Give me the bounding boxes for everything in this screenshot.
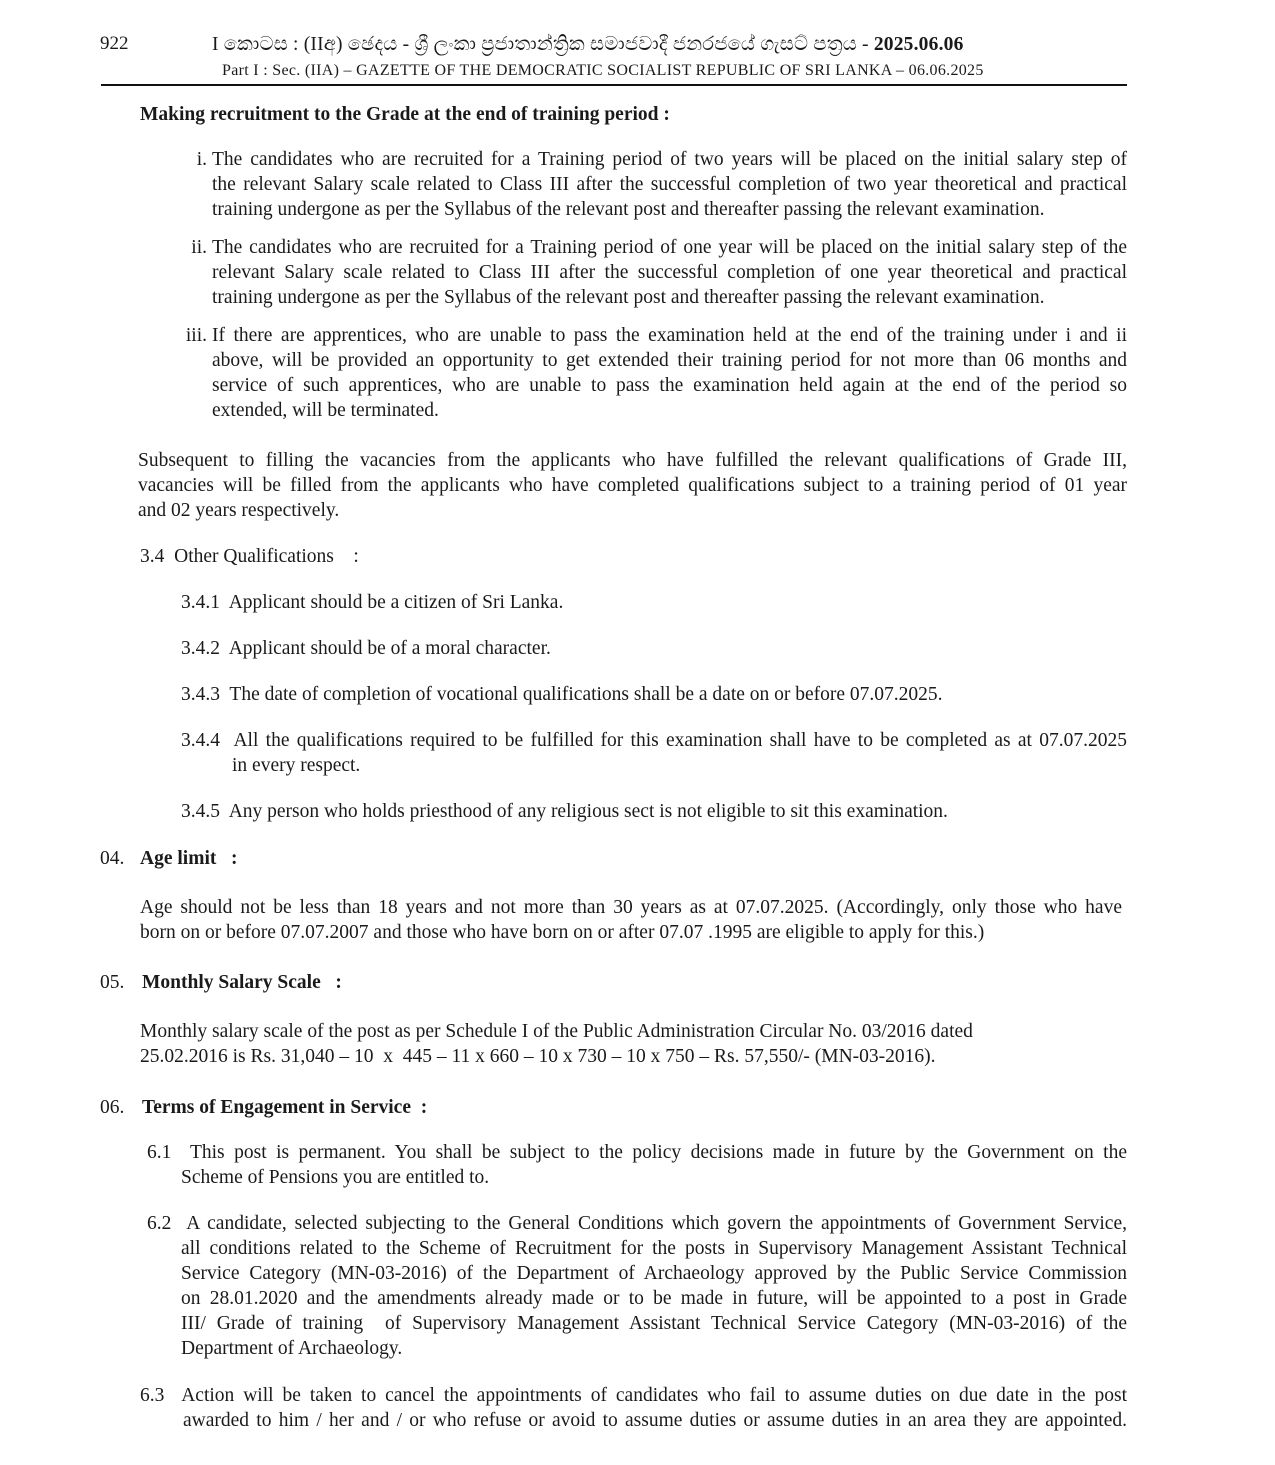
- text-line: Department of Archaeology.: [181, 1338, 403, 1359]
- recruitment-heading: Making recruitment to the Grade at the end of training period :: [140, 104, 670, 125]
- terms-item-6-2-line1: [147, 1211, 1127, 1236]
- age-limit-paragraph: [140, 895, 1122, 945]
- text-line: and 02 years respectively.: [138, 500, 340, 521]
- text-line: Any person who holds priesthood of any religious sect is not eligible to sit this examination.: [228, 801, 948, 822]
- text-line: extended, will be terminated.: [212, 400, 439, 421]
- text-line: training undergone as per the Syllabus of the relevant post and thereafter passing the relevant examination.: [212, 287, 1045, 308]
- salary-paragraph: [140, 1019, 1040, 1069]
- item-number: 3.4.1: [181, 592, 220, 613]
- text-line: If there are apprentices, who are unable to pass the examination held at the end of the training under i and ii: [212, 325, 1127, 346]
- recruitment-item-ii: [191, 235, 1127, 310]
- text-line: A candidate, selected subjecting to the General Conditions which govern the appointments of Government Service,: [186, 1213, 1127, 1234]
- header-divider: [101, 84, 1127, 86]
- qualification-3-4-5: [181, 799, 948, 824]
- text-line: born on or before 07.07.2007 and those who have born on or after 07.07 .1995 are eligible to apply for this.): [140, 922, 985, 943]
- text-line: Action will be taken to cancel the appointments of candidates who fail to assume duties on due date in the post: [181, 1385, 1127, 1406]
- text-line: the relevant Salary scale related to Class III after the successful completion of two year theoretical and practical: [212, 174, 1127, 195]
- text-line: Applicant should be a citizen of Sri Lanka.: [228, 592, 564, 613]
- age-limit-number: 04.: [100, 848, 125, 869]
- terms-item-6-2: [147, 1211, 1127, 1361]
- text-line: all conditions related to the Scheme of Recruitment for the posts in Supervisory Management Assistant Technical: [181, 1238, 1127, 1259]
- terms-heading: Terms of Engagement in Service :: [142, 1097, 428, 1118]
- terms-item-6-1: [147, 1140, 1127, 1190]
- terms-item-6-3-line1: [140, 1383, 1127, 1408]
- item-number: iii.: [185, 325, 207, 346]
- item-number: i.: [196, 149, 207, 170]
- sinhala-title: I කොටස : (IIඅ) ඡෙදය - ශ්‍රී ලංකා ප්‍රජාතාන්ත්‍රික සමාජවාදී ජනරජයේ ගැසට් පත්‍රය -: [212, 34, 869, 55]
- page-number: 922: [100, 33, 129, 54]
- item-number: ii.: [191, 237, 207, 258]
- qualification-3-4-4-line1: [181, 728, 1127, 753]
- recruitment-item-iii: [185, 323, 1127, 423]
- sinhala-date: 2025.06.06: [873, 34, 964, 55]
- terms-number: 06.: [100, 1097, 125, 1118]
- qualification-3-4-2: [181, 636, 551, 661]
- terms-item-6-1-line1: [147, 1140, 1127, 1165]
- terms-item-6-3: [140, 1383, 1127, 1433]
- other-qualifications-heading: 3.4 Other Qualifications :: [140, 546, 359, 567]
- text-line: This post is permanent. You shall be subject to the policy decisions made in future by the Government on the: [189, 1142, 1127, 1163]
- salary-heading: Monthly Salary Scale :: [142, 972, 342, 993]
- text-line: vacancies will be filled from the applicants who have completed qualifications subject to a training period of 01 year: [138, 475, 1127, 496]
- text-line: Scheme of Pensions you are entitled to.: [181, 1167, 490, 1188]
- text-line: III/ Grade of training of Supervisory Management Assistant Technical Service Category (MN-03-2016) of the: [181, 1313, 1127, 1334]
- text-line: The date of completion of vocational qualifications shall be a date on or before 07.07.2025.: [229, 684, 943, 705]
- recruitment-item-i: [196, 147, 1127, 222]
- text-line: Monthly salary scale of the post as per Schedule I of the Public Administration Circular No. 03/2016 dated: [140, 1021, 973, 1042]
- qualification-3-4-1: [181, 590, 563, 615]
- text-line: The candidates who are recruited for a Training period of two years will be placed on the initial salary step of: [212, 149, 1127, 170]
- text-line: in every respect.: [232, 755, 361, 776]
- gazette-title-sinhala: [212, 32, 964, 57]
- text-line: relevant Salary scale related to Class III after the successful completion of one year theoretical and practical: [212, 262, 1127, 283]
- item-number: 6.2: [147, 1213, 172, 1234]
- item-number: 6.3: [140, 1385, 165, 1406]
- item-number: 3.4.5: [181, 801, 220, 822]
- age-limit-heading: Age limit :: [140, 848, 238, 869]
- subsequent-paragraph: [138, 448, 1127, 523]
- text-line: Age should not be less than 18 years and not more than 30 years as at 07.07.2025. (Accordingly, only those who have: [140, 897, 1122, 918]
- text-line: Subsequent to filling the vacancies from the applicants who have fulfilled the relevant qualifications of Grade III,: [138, 450, 1127, 471]
- text-line: training undergone as per the Syllabus of the relevant post and thereafter passing the relevant examination.: [212, 199, 1045, 220]
- qualification-3-4-3: [181, 682, 943, 707]
- text-line: awarded to him / her and / or who refuse or avoid to assume duties or assume duties in an area they are appointed.: [183, 1410, 1127, 1431]
- text-line: above, will be provided an opportunity to get extended their training period for not more than 06 months and: [212, 350, 1127, 371]
- salary-number: 05.: [100, 972, 125, 993]
- text-line: service of such apprentices, who are unable to pass the examination held again at the end of the period so: [212, 375, 1127, 396]
- item-number: 3.4.4: [181, 730, 220, 751]
- item-number: 3.4.3: [181, 684, 220, 705]
- text-line: Applicant should be of a moral character.: [228, 638, 551, 659]
- text-line: on 28.01.2020 and the amendments already made or to be made in future, will be appointed to a post in Grade: [181, 1288, 1127, 1309]
- qualification-3-4-4: [181, 728, 1127, 778]
- gazette-title-english: Part I : Sec. (IIA) – GAZETTE OF THE DEMOCRATIC SOCIALIST REPUBLIC OF SRI LANKA – 06.06.2025: [222, 62, 984, 79]
- item-number: 6.1: [147, 1142, 172, 1163]
- text-line: The candidates who are recruited for a Training period of one year will be placed on the initial salary step of the: [212, 237, 1127, 258]
- text-line: 25.02.2016 is Rs. 31,040 – 10 x 445 – 11 x 660 – 10 x 730 – 10 x 750 – Rs. 57,550/- (MN-03-2016).: [140, 1046, 936, 1067]
- text-line: Service Category (MN-03-2016) of the Department of Archaeology approved by the Public Service Commission: [181, 1263, 1127, 1284]
- text-line: All the qualifications required to be fulfilled for this examination shall have to be completed as at 07.07.2025: [233, 730, 1127, 751]
- item-number: 3.4.2: [181, 638, 220, 659]
